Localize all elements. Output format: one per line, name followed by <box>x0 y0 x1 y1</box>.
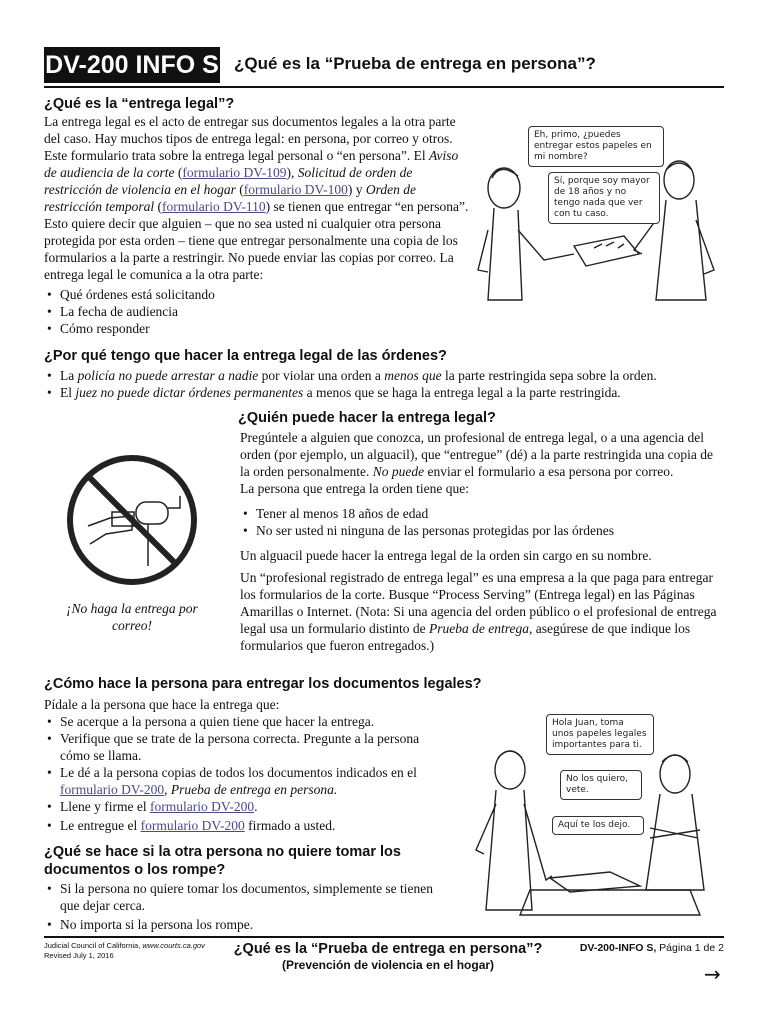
link-dv109[interactable]: formulario DV-109 <box>182 165 287 180</box>
list-item: • La policía no puede arrestar a nadie por violar una orden a menos que la parte restringida sepa sobre la orden. <box>44 367 724 384</box>
form-id-badge: DV-200 INFO S <box>44 47 220 83</box>
section-heading-why-serve: ¿Por qué tengo que hacer la entrega legal de las órdenes? <box>44 348 447 364</box>
list-item: • Llene y firme el formulario DV-200. <box>44 798 452 815</box>
list-item: • Se acerque a la persona a quien tiene que hacer la entrega. <box>44 713 452 730</box>
list-item: • Qué órdenes está solicitando <box>44 286 472 303</box>
list-item: • Si la persona no quiere tomar los documentos, simplemente se tienen que dejar cerca. <box>44 880 452 914</box>
link-dv200[interactable]: formulario DV-200 <box>60 782 165 797</box>
section-body-why-serve <box>44 367 724 401</box>
list-item: • No ser usted ni ninguna de las personas protegidas por las órdenes <box>240 522 722 539</box>
speech-bubble: Eh, primo, ¿puedes entregar estos papeles en mi nombre? <box>528 126 664 167</box>
speech-bubble: Sí, porque soy mayor de 18 años y no tengo nada que ver con tu caso. <box>548 172 660 224</box>
no-mail-caption: ¡No haga la entrega por correo! <box>66 601 198 633</box>
list-item: • Tener al menos 18 años de edad <box>240 505 722 522</box>
list-item: • No importa si la persona los rompe. <box>44 916 452 933</box>
footer-page-number: DV-200-INFO S, Página 1 de 2 <box>579 942 724 954</box>
footer-council: Judicial Council of California, www.courts.ca.gov Revised July 1, 2016 <box>44 941 205 960</box>
section-body-legal-service: La entrega legal es el acto de entregar sus documentos legales a la otra parte del caso. Hay muchos tipos de entrega legal: en persona, por correo y otros. Este formulario trata sobre la entrega legal personal o “en persona”. El Aviso de audiencia de la corte (formulario DV-109), Solicitud de orden de restricción de violencia en el hogar (formulario DV-100) y Orden de restricción temporal (formulario DV-110) se tienen que entregar “en persona”. Esto quiere decir que alguien – que no sea usted ni cualquier otra persona protegida por esta orden – tiene que entregar personalmente una copia de los formularios a la parte a restringir. No puede enviar las copias por correo. La entrega legal le comunica a la otra parte: • Qué órdenes está solicitando • La fecha de audiencia • Cómo responder <box>44 113 472 337</box>
footer-title: ¿Qué es la “Prueba de entrega en persona”? <box>233 941 543 957</box>
link-dv110[interactable]: formulario DV-110 <box>161 199 266 214</box>
section-body-refuses <box>44 880 452 933</box>
page-title: ¿Qué es la “Prueba de entrega en persona”? <box>234 54 596 73</box>
list-item: • Verifique que se trate de la persona correcta. Pregunte a la persona cómo se llama. <box>44 730 452 764</box>
speech-bubble: No los quiero, vete. <box>560 770 642 800</box>
footer-rule <box>44 936 724 938</box>
header-rule <box>44 86 724 88</box>
list-item: • El juez no puede dictar órdenes permanentes a menos que se haga la entrega legal a la parte restringida. <box>44 384 724 401</box>
footer-subtitle: (Prevención de violencia en el hogar) <box>281 958 495 972</box>
link-dv100[interactable]: formulario DV-100 <box>243 182 348 197</box>
section-heading-who-serves: ¿Quién puede hacer la entrega legal? <box>238 410 496 426</box>
section-heading-how-serve: ¿Cómo hace la persona para entregar los documentos legales? <box>44 676 482 692</box>
list-item: • La fecha de audiencia <box>44 303 472 320</box>
comic-illustration-2 <box>460 740 724 930</box>
speech-bubble: Hola Juan, toma unos papeles legales importantes para ti. <box>546 714 654 755</box>
section-heading-refuses: ¿Qué se hace si la otra persona no quiere tomar los documentos o los rompe? <box>44 844 401 878</box>
no-mail-icon <box>62 450 202 590</box>
link-dv200[interactable]: formulario DV-200 <box>140 818 245 833</box>
section-body-how-serve: Pídale a la persona que hace la entrega que: • Se acerque a la persona a quien tiene que hacer la entrega. • Verifique que se trate de la persona correcta. Pregunte a la persona cómo se llama. • Le dé a la persona copias de todos los documentos indicados en el formulario DV-200, Prueba de entrega en persona. • Llene y firme el formulario DV-200. • Le entregue el formulario DV-200 firmado a usted. <box>44 696 452 834</box>
speech-bubble: Aquí te los dejo. <box>552 816 644 835</box>
next-page-arrow-icon[interactable]: → <box>704 962 721 986</box>
link-dv200[interactable]: formulario DV-200 <box>149 799 255 814</box>
section-body-who-serves: Pregúntele a alguien que conozca, un profesional de entrega legal, o a una agencia del orden (por ejemplo, un alguacil), que “entregue” (dé) a la parte restringida una copia de la orden personalmente. No puede enviar el formulario a esa persona por correo. La persona que entrega la orden tiene que: • Tener al menos 18 años de edad • No ser usted ni ninguna de las personas protegidas por las órdenes Un alguacil puede hacer la entrega legal de la orden sin cargo en su nombre. Un “profesional registrado de entrega legal” es una empresa a la que paga para entregar los formularios de la corte. Busque “Process Serving” (Entrega legal) en las Páginas Amarillas o Internet. (Nota: Si una agencia del orden público o el profesional de entrega legal usa un formulario distinto de Prueba de entrega, asegúrese de que indique los formularios que fueron entregados.) <box>240 429 722 654</box>
section-heading-legal-service: ¿Qué es la “entrega legal”? <box>44 96 235 112</box>
list-item: • Le dé a la persona copias de todos los documentos indicados en el formulario DV-200, Prueba de entrega en persona. <box>44 764 452 798</box>
list-item: • Le entregue el formulario DV-200 firmado a usted. <box>44 817 452 834</box>
list-item: • Cómo responder <box>44 320 472 337</box>
